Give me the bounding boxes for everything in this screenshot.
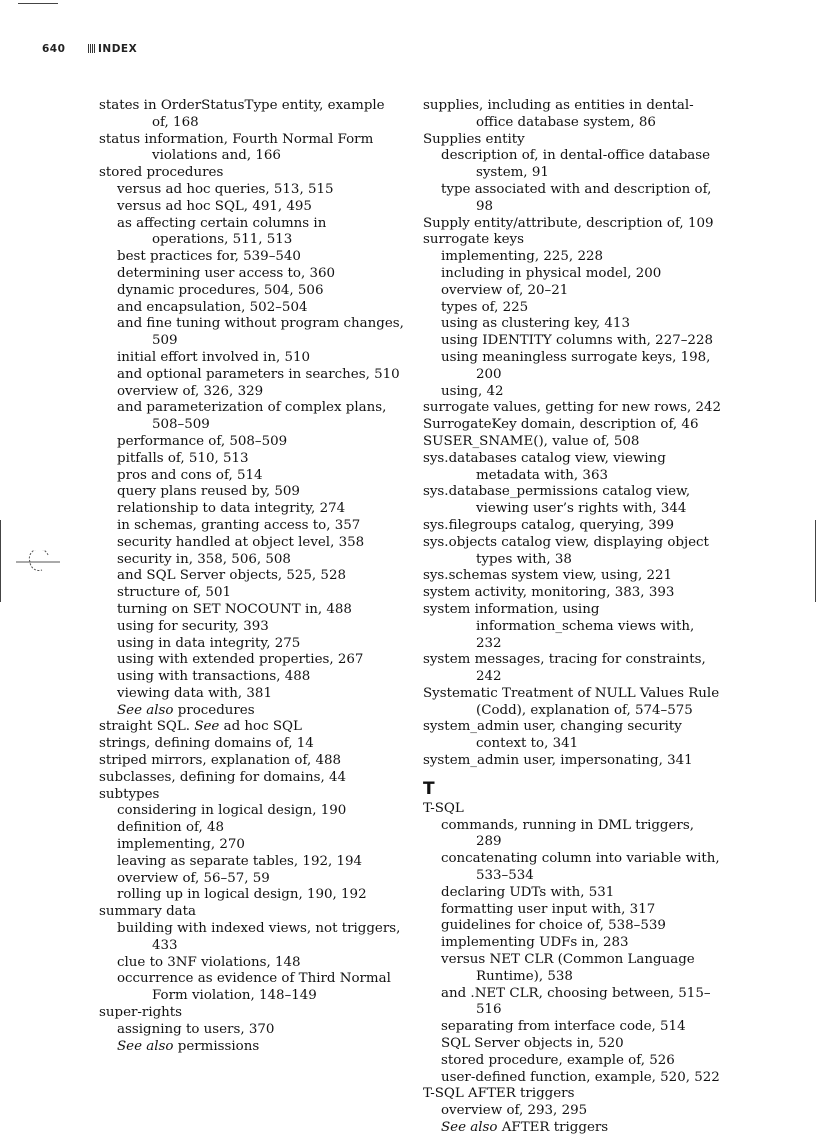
index-column-right xyxy=(423,98,723,1137)
index-entry xyxy=(423,652,723,686)
entry-text: SurrogateKey domain, description of, 46 xyxy=(423,417,699,433)
entry-text: considering in logical design, 190 xyxy=(117,803,347,819)
entry-text: versus NET CLR (Common Language Runtime), 538 xyxy=(441,952,695,984)
entry-text: using for security, 393 xyxy=(117,618,269,634)
entry-text: implementing, 270 xyxy=(117,837,245,853)
entry-text-after: ad hoc SQL xyxy=(219,719,302,735)
index-entry xyxy=(423,568,723,585)
entry-text: as affecting certain columns in operations, 511, 513 xyxy=(117,215,327,248)
entry-text: and SQL Server objects, 525, 528 xyxy=(117,568,346,584)
entry-text: procedures xyxy=(173,702,255,718)
index-subentry xyxy=(441,266,723,283)
entry-text: and encapsulation, 502–504 xyxy=(117,299,308,315)
page-number: 640 xyxy=(42,43,66,55)
entry-text: implementing UDFs in, 283 xyxy=(441,935,629,951)
index-entry xyxy=(423,535,723,569)
entry-text: definition of, 48 xyxy=(117,820,225,836)
registration-mark-icon xyxy=(16,550,60,578)
cross-reference-label: See also xyxy=(117,702,174,718)
index-subentry xyxy=(117,216,404,250)
entry-text: strings, defining domains of, 14 xyxy=(99,736,314,752)
entry-text: dynamic procedures, 504, 506 xyxy=(117,282,324,298)
entry-text: pitfalls of, 510, 513 xyxy=(117,450,249,466)
entry-text: and fine tuning without program changes, 509 xyxy=(117,316,404,349)
crop-mark-top-left xyxy=(18,3,58,4)
entry-text: T-SQL xyxy=(423,800,464,816)
entry-text: using with transactions, 488 xyxy=(117,669,311,685)
index-subentry xyxy=(117,501,404,518)
entry-text: guidelines for choice of, 538–539 xyxy=(441,918,666,934)
entry-text: status information, Fourth Normal Form violations and, 166 xyxy=(99,131,374,164)
index-subentry xyxy=(117,199,404,216)
index-subentry xyxy=(441,148,723,182)
index-subentry xyxy=(117,468,404,485)
index-subentry xyxy=(117,887,404,904)
index-subentry xyxy=(441,986,723,1020)
index-entry xyxy=(423,753,723,770)
entry-text: declaring UDTs with, 531 xyxy=(441,884,615,900)
entry-text: Systematic Treatment of NULL Values Rule (Codd), explanation of, 574–575 xyxy=(423,685,720,718)
index-entry xyxy=(423,434,723,451)
cross-reference-label: See also xyxy=(117,1038,174,1054)
cross-reference-label: See xyxy=(194,719,220,735)
index-subentry xyxy=(117,300,404,317)
entry-text: striped mirrors, explanation of, 488 xyxy=(99,753,342,769)
index-subentry xyxy=(441,300,723,317)
entry-text: commands, running in DML triggers, 289 xyxy=(441,817,694,850)
index-subentry xyxy=(117,552,404,569)
index-subentry xyxy=(441,1036,723,1053)
section-title: INDEX xyxy=(98,43,138,55)
index-subentry xyxy=(441,935,723,952)
entry-text: sys.filegroups catalog, querying, 399 xyxy=(423,517,674,533)
entry-text: viewing data with, 381 xyxy=(117,685,272,701)
entry-text: permissions xyxy=(173,1038,260,1054)
entry-text: type associated with and description of, 98 xyxy=(441,181,712,214)
entry-text: system activity, monitoring, 383, 393 xyxy=(423,585,675,601)
entry-text: leaving as separate tables, 192, 194 xyxy=(117,853,363,869)
index-subentry xyxy=(117,955,404,972)
entry-text: system information, using information_schema views with, 232 xyxy=(423,601,695,651)
entry-text: super-rights xyxy=(99,1005,183,1021)
entry-text: using in data integrity, 275 xyxy=(117,635,301,651)
entry-text: straight SQL. xyxy=(99,719,195,735)
entry-text: system_admin user, impersonating, 341 xyxy=(423,753,693,769)
index-entry xyxy=(99,904,404,921)
index-entry xyxy=(99,753,404,770)
index-subentry xyxy=(117,854,404,871)
entry-text: SUSER_SNAME(), value of, 508 xyxy=(423,433,640,449)
entry-text: and optional parameters in searches, 510 xyxy=(117,366,400,382)
entry-text: concatenating column into variable with, 533–534 xyxy=(441,851,720,884)
cross-reference-label: See also xyxy=(441,1120,498,1136)
index-subentry xyxy=(441,818,723,852)
index-subentry xyxy=(441,283,723,300)
index-entry xyxy=(423,484,723,518)
index-subentry xyxy=(441,885,723,902)
index-subentry xyxy=(117,518,404,535)
entry-text: clue to 3NF violations, 148 xyxy=(117,954,301,970)
index-entry xyxy=(423,719,723,753)
index-subentry xyxy=(117,703,404,720)
entry-text: security in, 358, 506, 508 xyxy=(117,551,291,567)
index-subentry xyxy=(441,902,723,919)
index-subentry xyxy=(117,249,404,266)
index-entry xyxy=(99,787,404,804)
entry-text: system_admin user, changing security context to, 341 xyxy=(423,719,682,752)
index-entry xyxy=(423,216,723,233)
index-subentry xyxy=(117,283,404,300)
entry-text: initial effort involved in, 510 xyxy=(117,349,311,365)
running-header xyxy=(42,43,137,55)
entry-text: in schemas, granting access to, 357 xyxy=(117,517,361,533)
index-subentry xyxy=(117,585,404,602)
index-entry xyxy=(423,585,723,602)
entry-text: performance of, 508–509 xyxy=(117,433,288,449)
index-subentry xyxy=(117,602,404,619)
entry-text: including in physical model, 200 xyxy=(441,265,662,281)
entry-text: stored procedure, example of, 526 xyxy=(441,1052,675,1068)
index-entry xyxy=(99,98,404,132)
entry-text: using as clustering key, 413 xyxy=(441,316,630,332)
entry-text: T-SQL AFTER triggers xyxy=(423,1086,575,1102)
index-entry xyxy=(423,98,723,132)
index-subentry xyxy=(441,851,723,885)
entry-text: sys.objects catalog view, displaying object types with, 38 xyxy=(423,534,709,567)
index-subentry xyxy=(441,1103,723,1120)
index-subentry xyxy=(117,367,404,384)
entry-text: security handled at object level, 358 xyxy=(117,534,365,550)
index-subentry xyxy=(441,350,723,384)
entry-text: overview of, 56–57, 59 xyxy=(117,870,270,886)
entry-text: and .NET CLR, choosing between, 515–516 xyxy=(441,985,711,1018)
index-entry xyxy=(423,417,723,434)
index-group-t xyxy=(423,801,723,1137)
entry-text: implementing, 225, 228 xyxy=(441,249,604,265)
entry-text: overview of, 20–21 xyxy=(441,282,569,298)
index-entry xyxy=(423,1086,723,1103)
index-subentry xyxy=(441,182,723,216)
index-entry xyxy=(423,801,723,818)
entry-text: building with indexed views, not triggers, 433 xyxy=(117,921,401,953)
entry-text: Supply entity/attribute, description of, 109 xyxy=(423,215,714,231)
section-letter-heading: T xyxy=(423,778,435,799)
index-subentry xyxy=(441,316,723,333)
entry-text: surrogate values, getting for new rows, 242 xyxy=(423,400,722,416)
entry-text: system messages, tracing for constraints, 242 xyxy=(423,652,706,685)
index-subentry xyxy=(117,535,404,552)
entry-text: supplies, including as entities in dental-office database system, 86 xyxy=(423,98,694,130)
index-subentry xyxy=(117,921,404,955)
index-subentry xyxy=(117,484,404,501)
entry-text: using meaningless surrogate keys, 198, 200 xyxy=(441,349,711,382)
index-subentry xyxy=(117,619,404,636)
entry-text: assigning to users, 370 xyxy=(117,1021,275,1037)
index-subentry xyxy=(441,1019,723,1036)
index-subentry xyxy=(117,1039,404,1056)
index-subentry xyxy=(117,837,404,854)
index-group-s xyxy=(423,98,723,770)
entry-text: using IDENTITY columns with, 227–228 xyxy=(441,333,713,349)
entry-text: determining user access to, 360 xyxy=(117,265,336,281)
entry-text: Supplies entity xyxy=(423,131,525,147)
index-subentry xyxy=(117,652,404,669)
entry-text: using with extended properties, 267 xyxy=(117,652,364,668)
entry-text: stored procedures xyxy=(99,165,224,181)
index-subentry xyxy=(117,1022,404,1039)
index-column-left xyxy=(99,98,404,1055)
index-subentry xyxy=(117,266,404,283)
index-entry xyxy=(99,1005,404,1022)
entry-text: occurrence as evidence of Third Normal Form violation, 148–149 xyxy=(117,971,391,1004)
crop-mark-left-vertical xyxy=(0,520,1,602)
index-subentry xyxy=(117,636,404,653)
index-subentry xyxy=(117,971,404,1005)
index-entry xyxy=(423,518,723,535)
index-entry xyxy=(99,736,404,753)
index-entry xyxy=(423,232,723,249)
entry-text: rolling up in logical design, 190, 192 xyxy=(117,887,367,903)
index-entry xyxy=(423,451,723,485)
entry-text: user-defined function, example, 520, 522 xyxy=(441,1069,720,1085)
entry-text: overview of, 293, 295 xyxy=(441,1103,588,1119)
entry-text: surrogate keys xyxy=(423,232,524,248)
entry-text: best practices for, 539–540 xyxy=(117,249,301,265)
entry-text: turning on SET NOCOUNT in, 488 xyxy=(117,601,352,617)
entry-text: sys.schemas system view, using, 221 xyxy=(423,568,673,584)
entry-text: and parameterization of complex plans, 508–509 xyxy=(117,400,387,433)
index-subentry xyxy=(117,820,404,837)
entry-text: subtypes xyxy=(99,786,160,802)
index-subentry xyxy=(441,1053,723,1070)
entry-text: overview of, 326, 329 xyxy=(117,383,264,399)
header-ornament-icon xyxy=(88,44,96,53)
index-subentry xyxy=(117,451,404,468)
entry-text: structure of, 501 xyxy=(117,585,231,601)
index-subentry xyxy=(117,182,404,199)
index-subentry xyxy=(441,918,723,935)
entry-text: separating from interface code, 514 xyxy=(441,1019,686,1035)
entry-text: pros and cons of, 514 xyxy=(117,467,263,483)
index-entry xyxy=(99,165,404,182)
entry-text: subclasses, defining for domains, 44 xyxy=(99,769,346,785)
index-entry xyxy=(99,719,404,736)
entry-text: sys.databases catalog view, viewing metadata with, 363 xyxy=(423,450,666,483)
index-subentry xyxy=(117,669,404,686)
entry-text: query plans reused by, 509 xyxy=(117,484,300,500)
index-entry xyxy=(423,602,723,652)
index-entry xyxy=(99,132,404,166)
entry-text: sys.database_permissions catalog view, viewing user’s rights with, 344 xyxy=(423,484,691,517)
index-subentry xyxy=(441,333,723,350)
entry-text: description of, in dental-office database system, 91 xyxy=(441,148,711,181)
index-entry xyxy=(423,132,723,149)
index-subentry xyxy=(117,686,404,703)
entry-text: summary data xyxy=(99,904,197,920)
index-subentry xyxy=(117,568,404,585)
index-subentry xyxy=(117,871,404,888)
index-subentry xyxy=(441,249,723,266)
entry-text: using, 42 xyxy=(441,383,504,399)
index-entry xyxy=(423,400,723,417)
index-subentry xyxy=(117,400,404,434)
index-entry xyxy=(423,686,723,720)
index-subentry xyxy=(117,384,404,401)
index-subentry xyxy=(441,384,723,401)
index-subentry xyxy=(117,316,404,350)
index-subentry xyxy=(117,803,404,820)
entry-text: versus ad hoc queries, 513, 515 xyxy=(117,181,334,197)
entry-text: types of, 225 xyxy=(441,299,529,315)
index-subentry xyxy=(117,434,404,451)
entry-text: SQL Server objects in, 520 xyxy=(441,1036,624,1052)
entry-text: formatting user input with, 317 xyxy=(441,901,656,917)
index-subentry xyxy=(117,350,404,367)
entry-text: relationship to data integrity, 274 xyxy=(117,501,346,517)
entry-text: states in OrderStatusType entity, example of, 168 xyxy=(99,98,385,130)
index-subentry xyxy=(441,1070,723,1087)
entry-text: versus ad hoc SQL, 491, 495 xyxy=(117,198,312,214)
entry-text: AFTER triggers xyxy=(497,1120,609,1136)
index-subentry xyxy=(441,952,723,986)
index-entry xyxy=(99,770,404,787)
